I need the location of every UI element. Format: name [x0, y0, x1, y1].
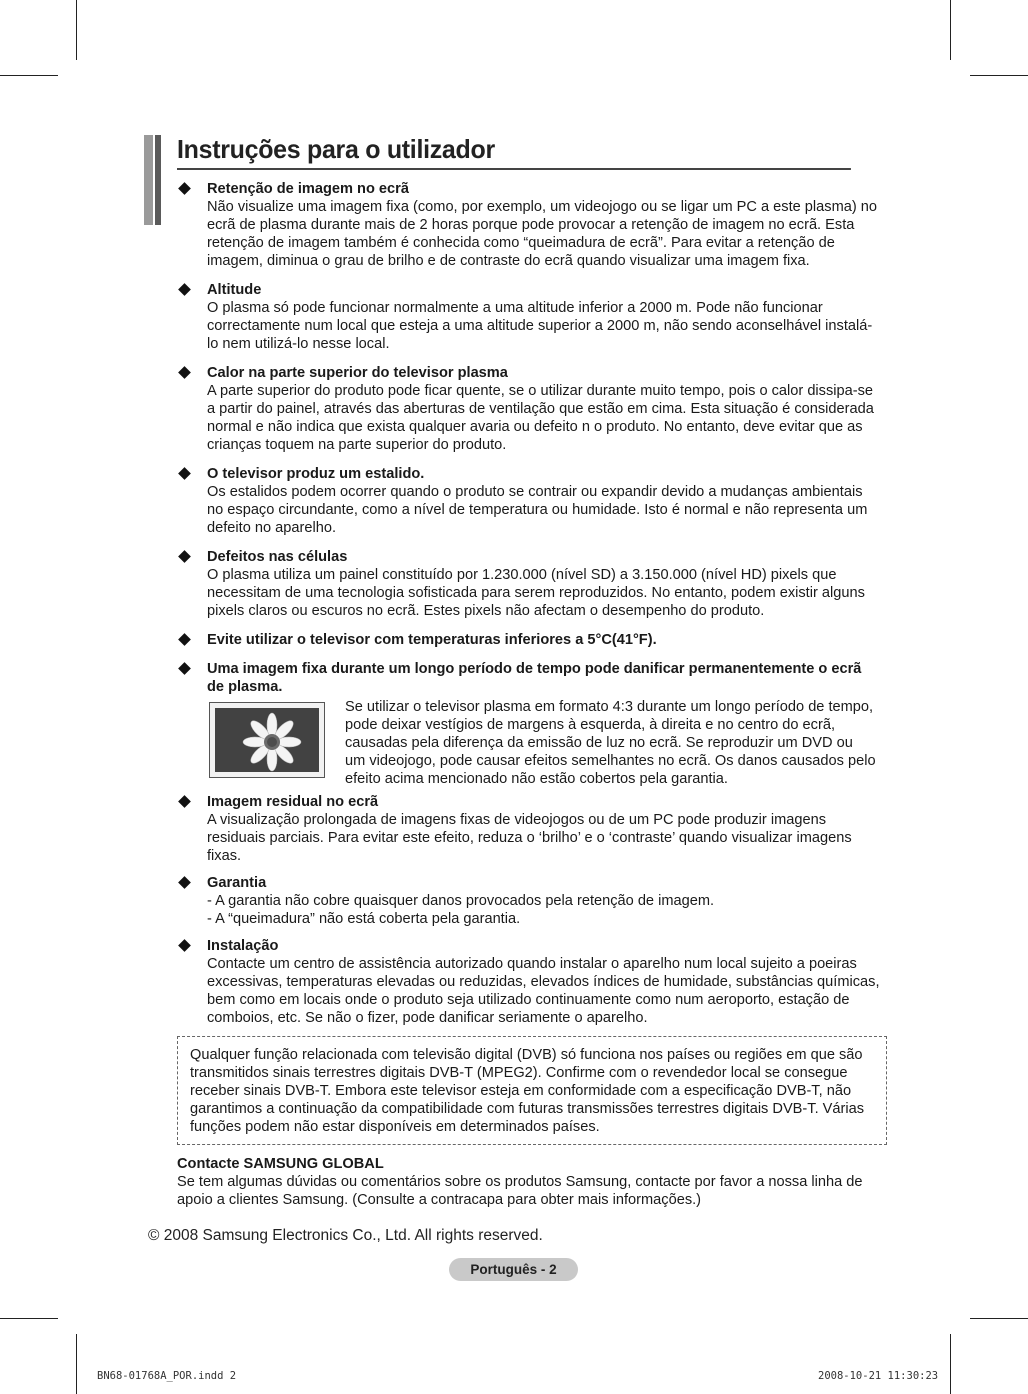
crop-mark — [76, 0, 77, 60]
crop-mark — [970, 75, 1028, 76]
figure-caption: Se utilizar o televisor plasma em formato 4:3 durante um longo período de tempo, pode deixar vestígios de margens à esquerda, à direita e no centro do ecrã, causadas pela diferença da emissão de luz no ecrã. Se reproduzir um DVD ou um videojogo, pode causar efeitos semelhantes no ecrã. Os danos causados pelo efeito acima mencionado não estão cobertos pela garantia. — [345, 699, 876, 787]
diamond-bullet-icon — [178, 633, 191, 646]
list-item — [177, 660, 881, 787]
diamond-bullet-icon — [178, 662, 191, 675]
item-heading: Garantia — [207, 875, 267, 891]
diamond-bullet-icon — [178, 876, 191, 889]
item-text: A visualização prolongada de imagens fixas de videojogos ou de um PC pode produzir imagens residuais parciais. Para evitar este efeito, reduza o ‘brilho’ e o ‘contraste’ quando visualizar imagens fixas. — [207, 812, 852, 864]
diamond-bullet-icon — [178, 283, 191, 296]
item-heading: Uma imagem fixa durante um longo período de tempo pode danificar permanentemente o ecrã de plasma. — [207, 661, 862, 695]
item-heading: O televisor produz um estalido. — [207, 466, 425, 482]
contact-text: Se tem algumas dúvidas ou comentários sobre os produtos Samsung, contacte por favor a nossa linha de apoio a clientes Samsung. (Consulte a contracapa para obter mais informações.) — [177, 1174, 863, 1208]
item-heading: Altitude — [207, 282, 262, 298]
contact-section — [177, 1155, 877, 1209]
page-title: Instruções para o utilizador — [177, 134, 851, 170]
item-text: Os estalidos podem ocorrer quando o produto se contrair ou expandir devido a mudanças ambientais no espaço circundante, como a nível de temperatura ou humidade. Isto é normal e não representa um defeito no aparelho. — [207, 484, 868, 536]
flower-image — [215, 708, 319, 772]
diamond-bullet-icon — [178, 550, 191, 563]
item-heading: Defeitos nas células — [207, 549, 348, 565]
item-text: O plasma utiliza um painel constituído por 1.230.000 (nível SD) a 3.150.000 (nível HD) pixels que necessitam de uma tecnologia sofisticada para serem reproduzidos. No entanto, podem existir alguns pixels claros ou escuros no ecrã. Estes pixels não afectam o desempenho do produto. — [207, 567, 865, 619]
copyright-notice: © 2008 Samsung Electronics Co., Ltd. All rights reserved. — [148, 1227, 543, 1244]
title-accent-bar — [144, 135, 164, 225]
contact-heading: Contacte SAMSUNG GLOBAL — [177, 1156, 384, 1172]
diamond-bullet-icon — [178, 467, 191, 480]
list-item — [177, 281, 881, 353]
item-heading: Retenção de imagem no ecrã — [207, 181, 409, 197]
list-item — [177, 465, 881, 537]
crop-mark — [0, 1318, 58, 1319]
print-slug-date: 2008-10-21 11:30:23 — [818, 1370, 939, 1382]
diamond-bullet-icon — [178, 182, 191, 195]
item-text: O plasma só pode funcionar normalmente a uma altitude inferior a 2000 m. Pode não funcionar correctamente num local que esteja a uma altitude superior a 2000 m, não sendo aconselhável instalá-lo nem utilizá-lo nesse local. — [207, 300, 873, 352]
item-heading: Evite utilizar o televisor com temperaturas inferiores a 5°C(41°F). — [207, 632, 657, 648]
still-image-figure — [207, 698, 881, 787]
tv-illustration — [209, 702, 325, 778]
list-item — [177, 937, 881, 1027]
dvb-notice-box: Qualquer função relacionada com televisão digital (DVB) só funciona nos países ou regiões em que são transmitidos sinais terrestres digitais DVB-T (MPEG2). Confirme com o revendedor local se consegue receber sinais DVB-T. Embora este televisor esteja em conformidade com a especificação DVB-T, não garantimos a continuação da compatibilidade com futuras transmissões terrestres digitais DVB-T. Várias funções podem não estar disponíveis em determinados países. — [177, 1036, 887, 1145]
page-number-badge: Português - 2 — [449, 1258, 578, 1281]
item-heading: Calor na parte superior do televisor plasma — [207, 365, 508, 381]
diamond-bullet-icon — [178, 939, 191, 952]
list-item — [177, 631, 881, 649]
crop-mark — [0, 75, 58, 76]
crop-mark — [970, 1318, 1028, 1319]
item-text: - A “queimadura” não está coberta pela garantia. — [207, 911, 521, 927]
item-heading: Imagem residual no ecrã — [207, 794, 379, 810]
item-text: A parte superior do produto pode ficar quente, se o utilizar durante muito tempo, pois o calor dissipa-se a partir do painel, através das aberturas de ventilação que estão em cima. Esta situação é considerada normal e não indica que exista qualquer avaria ou defeito n o produto. No entanto, deve evitar que as crianças toquem na parte superior do produto. — [207, 383, 874, 453]
print-slug-file: BN68-01768A_POR.indd 2 — [97, 1370, 237, 1382]
instructions-list — [177, 180, 881, 1036]
crop-mark — [950, 0, 951, 60]
list-item — [177, 793, 881, 865]
list-item — [177, 874, 881, 928]
item-heading: Instalação — [207, 938, 279, 954]
diamond-bullet-icon — [178, 795, 191, 808]
item-text: Contacte um centro de assistência autorizado quando instalar o aparelho num local sujeito a poeiras excessivas, temperaturas elevadas ou reduzidas, elevados índices de humidade, substâncias químicas, bem como em locais onde o produto seja utilizado continuamente como num aeroporto, estação de comboios, etc. Se não o fizer, pode danificar seriamente o aparelho. — [207, 956, 880, 1026]
list-item — [177, 548, 881, 620]
crop-mark — [76, 1334, 77, 1394]
list-item — [177, 364, 881, 454]
item-text: - A garantia não cobre quaisquer danos provocados pela retenção de imagem. — [207, 893, 715, 909]
item-text: Não visualize uma imagem fixa (como, por exemplo, um videojogo ou se ligar um PC a este plasma) no ecrã de plasma durante mais de 2 horas porque pode provocar a retenção de imagem no ecrã. Esta retenção de imagem também é conhecida como “queimadura de ecrã”. Para evitar a retenção de imagem, diminua o grau de brilho e de contraste do ecrã quando visualizar uma imagem fixa. — [207, 199, 877, 269]
crop-mark — [950, 1334, 951, 1394]
list-item — [177, 180, 881, 270]
diamond-bullet-icon — [178, 366, 191, 379]
